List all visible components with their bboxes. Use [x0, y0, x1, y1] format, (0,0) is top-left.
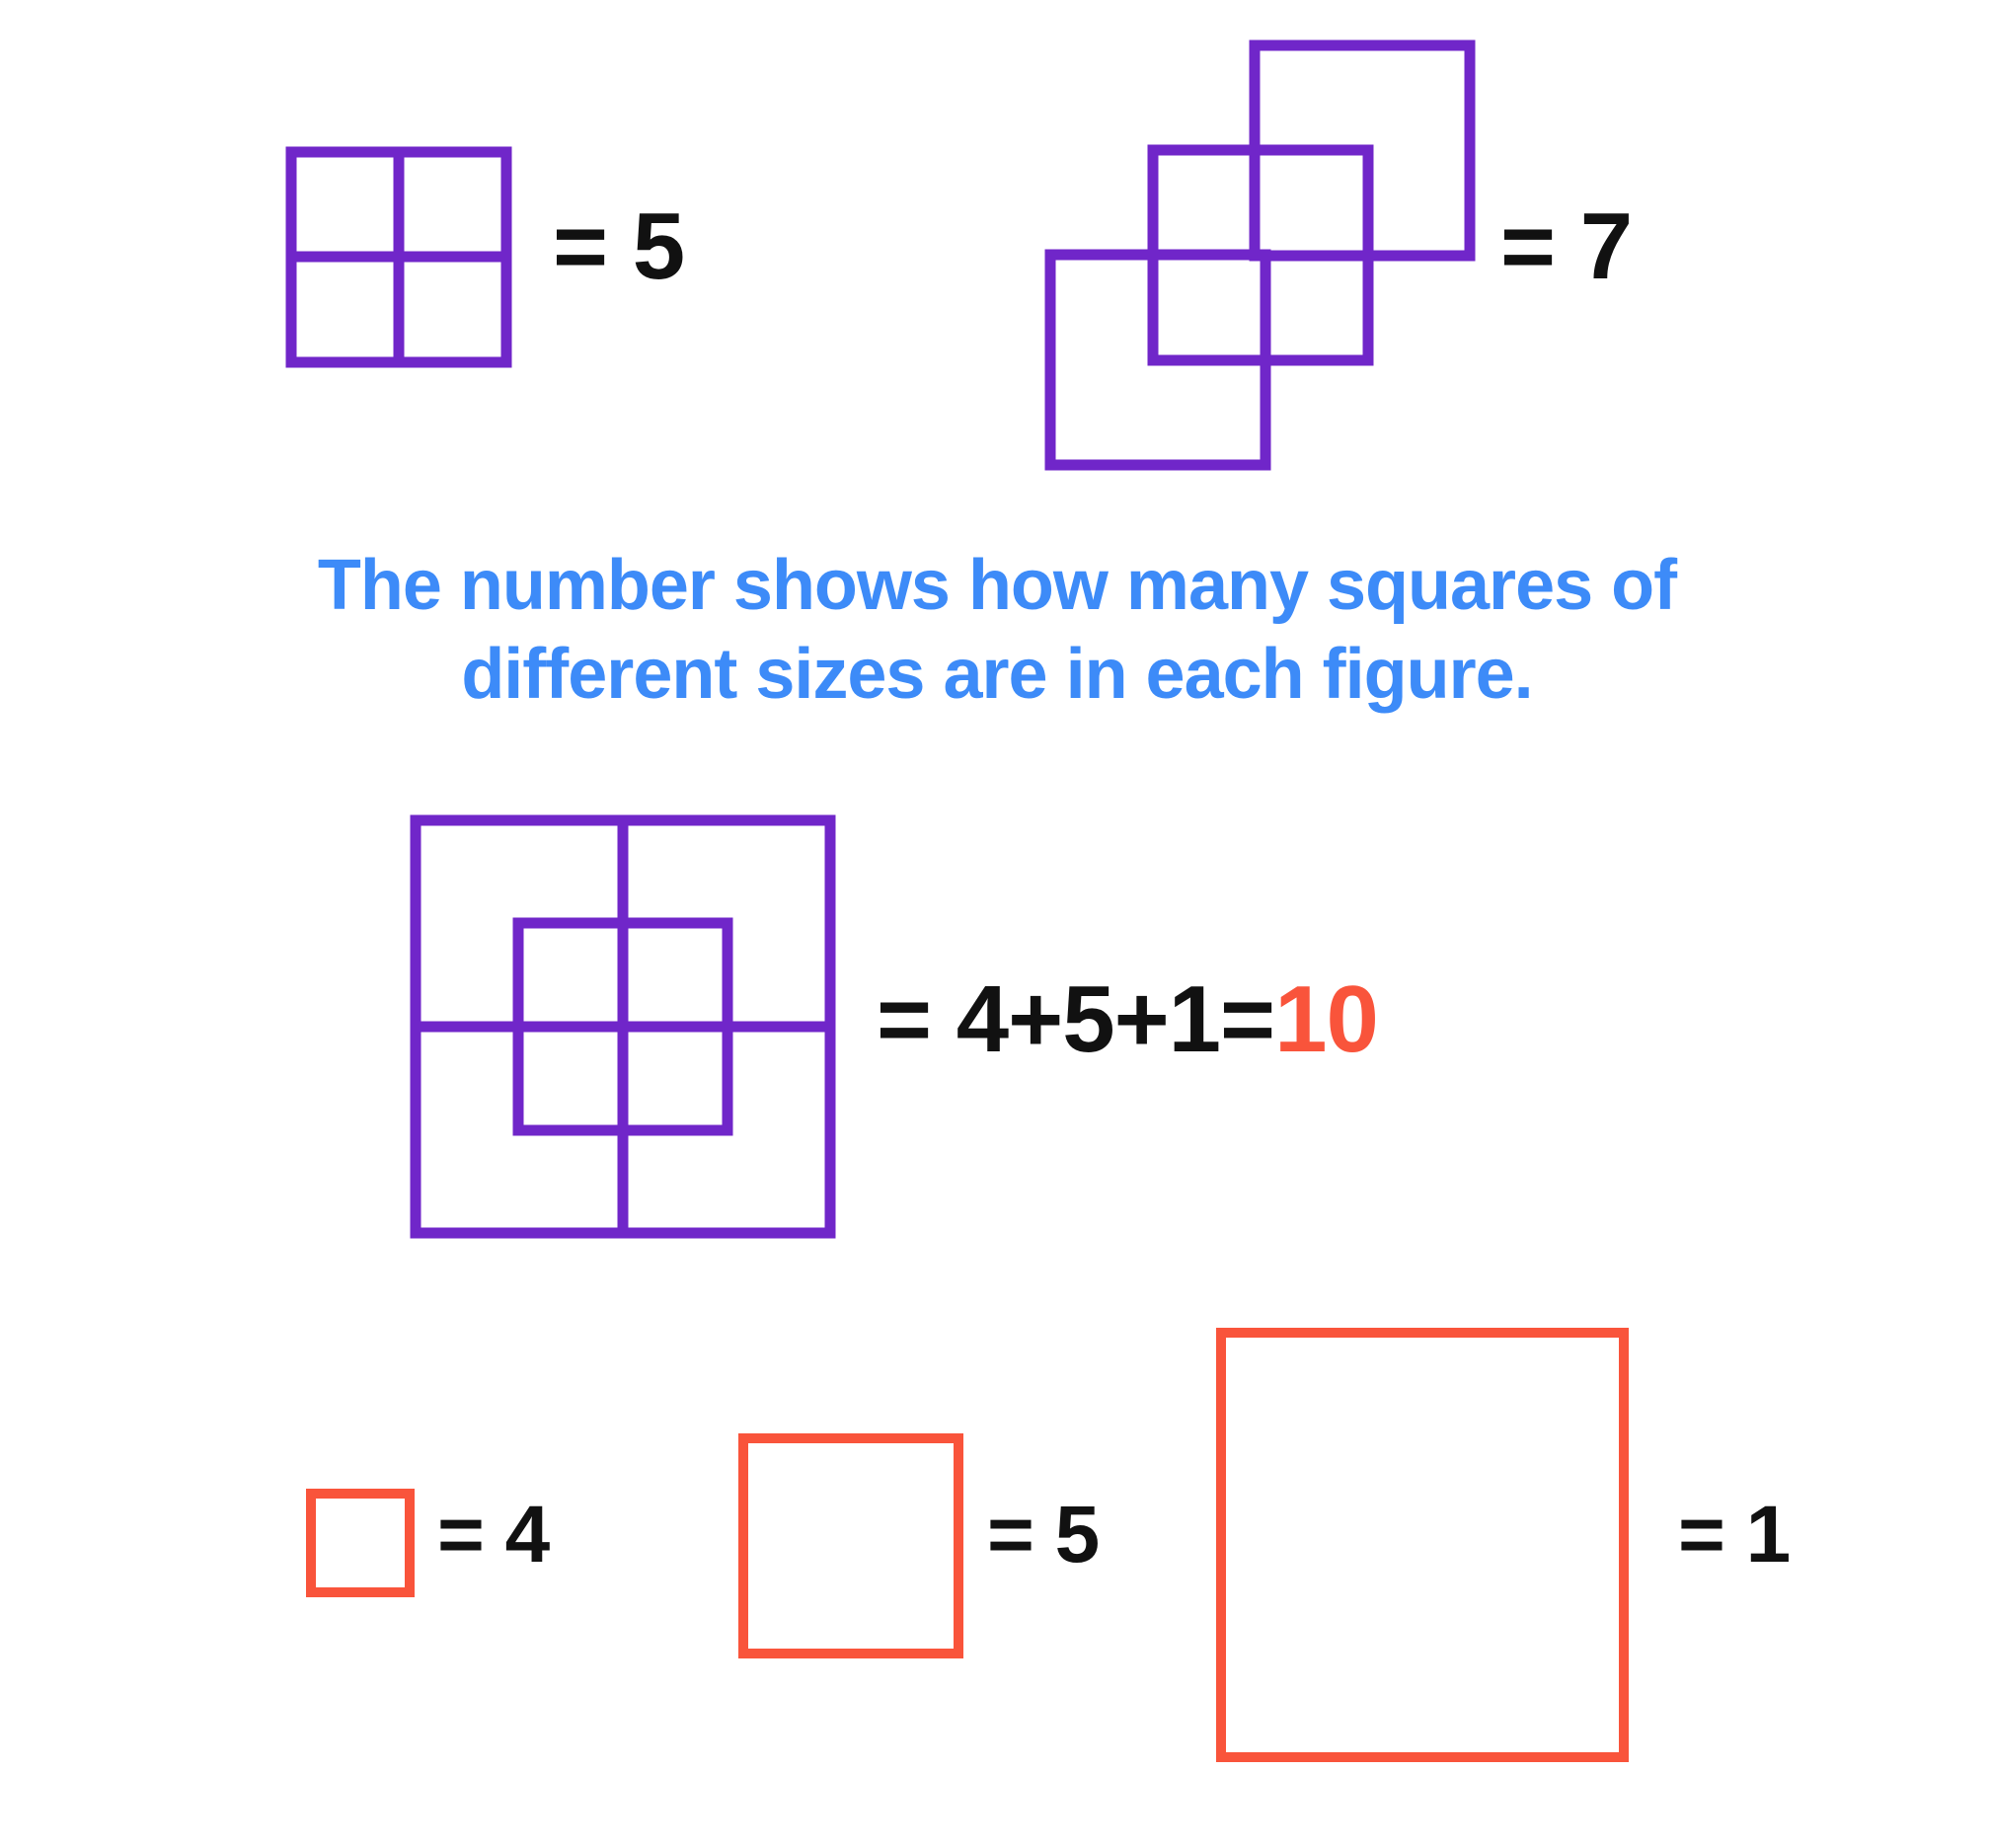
- figure-d-graphic: [306, 1489, 415, 1597]
- figure-d-equation: = 4: [437, 1490, 550, 1579]
- figure-a-graphic: [285, 146, 512, 368]
- caption-line-2: different sizes are in each figure.: [461, 635, 1533, 714]
- figure-f-equation: = 1: [1678, 1490, 1791, 1579]
- figure-f-graphic: [1216, 1328, 1629, 1762]
- figure-b-equation: = 7: [1500, 193, 1633, 299]
- figure-e-graphic: [738, 1433, 963, 1658]
- figure-c-equation-prefix: = 4+5+1=: [877, 966, 1275, 1072]
- caption-text: [178, 541, 1816, 719]
- figure-b-graphic: [1044, 39, 1484, 474]
- caption-line-1: The number shows how many squares of: [317, 546, 1677, 625]
- figure-c-equation-result: 10: [1274, 966, 1378, 1072]
- figure-c-graphic: [410, 814, 836, 1239]
- figure-a-equation: = 5: [553, 193, 685, 299]
- figure-e-equation: = 5: [987, 1490, 1100, 1579]
- figure-c-equation: [877, 965, 1378, 1074]
